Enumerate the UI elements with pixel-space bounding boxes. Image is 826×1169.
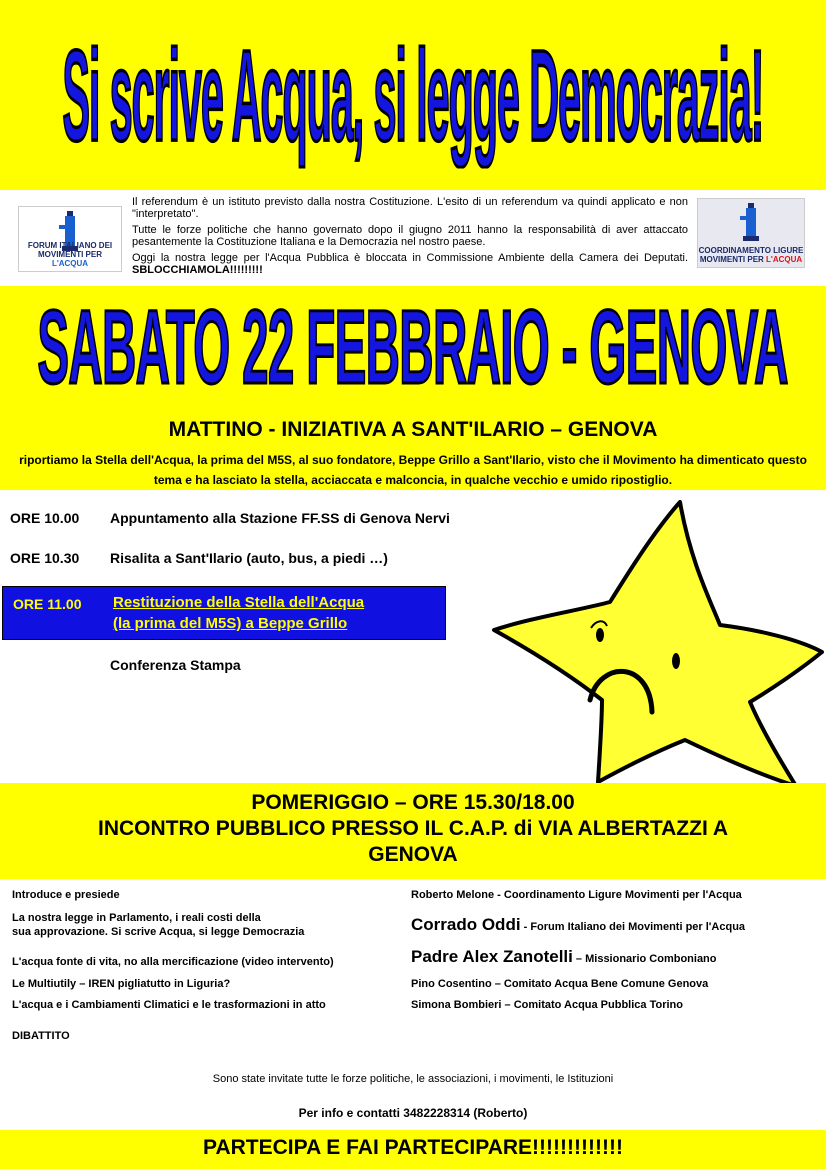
press-conference: Conferenza Stampa <box>110 657 241 673</box>
sad-star-icon <box>470 490 826 790</box>
call-to-action: PARTECIPA E FAI PARTECIPARE!!!!!!!!!!!!! <box>203 1136 623 1159</box>
highlight-box <box>2 586 446 640</box>
contact-info: Per info e contatti 3482228314 (Roberto) <box>298 1106 528 1120</box>
program-speaker: Simona Bombieri – Comitato Acqua Pubblica Torino <box>411 999 683 1011</box>
morning-title: MATTINO - INIZIATIVA A SANT'ILARIO – GENOVA <box>168 418 658 441</box>
intro-paragraph-3: Oggi la nostra legge per l'Acqua Pubblica è bloccata in Commissione Ambiente della Camera dei Deputati. SBLOCCHIAMOLA!!!!!!!!! <box>132 252 688 276</box>
coordinamento-logo <box>697 198 805 268</box>
intro-paragraph-2: Tutte le forze politiche che hanno governato dopo il giugno 2011 hanno la responsabilità di aver attaccato pesantemente la Costituzione Italiana e la Democrazia nel nostro paese. <box>132 224 688 248</box>
program-item: Introduce e presiede <box>12 889 120 901</box>
headline-text: Si scrive Acqua, si legge Democrazia! <box>62 22 764 168</box>
program-item: DIBATTITO <box>12 1030 70 1042</box>
program-item: La nostra legge in Parlamento, i reali costi della sua approvazione. Si scrive Acqua, si legge Democrazia <box>12 912 305 938</box>
schedule-item: ORE 10.00 Appuntamento alla Stazione FF.SS di Genova Nervi <box>10 510 450 526</box>
coordinamento-logo-text: COORDINAMENTO LIGURE MOVIMENTI PER L'ACQUA <box>698 246 804 264</box>
program-item: L'acqua e i Cambiamenti Climatici e le trasformazioni in atto <box>12 999 326 1011</box>
water-tap-icon <box>738 203 764 243</box>
invite-note: Sono state invitate tutte le forze politiche, le associazioni, i movimenti, le Istituzioni <box>212 1073 614 1085</box>
program-speaker: Pino Cosentino – Comitato Acqua Bene Comune Genova <box>411 978 709 990</box>
intro-paragraph-1: Il referendum è un istituto previsto dalla nostra Costituzione. L'esito di un referendum va quindi applicato e non "interpretato". <box>132 196 688 220</box>
schedule-item: ORE 10.30 Risalita a Sant'Ilario (auto, bus, a piedi …) <box>10 550 388 566</box>
program-item: Le Multiutily – IREN pigliatutto in Liguria? <box>12 978 231 990</box>
forum-logo-text: FORUM ITALIANO DEI MOVIMENTI PER L'ACQUA <box>27 241 113 268</box>
highlight-text[interactable]: Restituzione della Stella dell'Acqua (la prima del M5S) a Beppe Grillo <box>113 594 365 632</box>
event-date-text: SABATO 22 FEBBRAIO - GENOVA <box>37 290 789 406</box>
afternoon-title: POMERIGGIO – ORE 15.30/18.00 INCONTRO PUBBLICO PRESSO IL C.A.P. di VIA ALBERTAZZI A GENOVA <box>97 791 729 866</box>
forum-logo <box>18 206 122 272</box>
program-speaker: Padre Alex Zanotelli – Missionario Comboniano <box>411 947 717 966</box>
event-date <box>0 286 826 410</box>
program-speaker: Corrado Oddi - Forum Italiano dei Movimenti per l'Acqua <box>411 915 746 934</box>
intro-text <box>132 196 688 280</box>
headline <box>0 0 826 190</box>
intro-section <box>0 190 826 286</box>
morning-description: riportiamo la Stella dell'Acqua, la prima del M5S, al suo fondatore, Beppe Grillo a Sant'Ilario, visto che il Movimento ha dimenticato questo tema e ha lasciato la stella, acciaccata e malconcia, in qualche vecchio e umido ripostiglio. <box>19 453 807 487</box>
program-item: L'acqua fonte di vita, no alla mercificazione (video intervento) <box>12 956 334 968</box>
highlight-time: ORE 11.00 <box>13 596 82 612</box>
program-speaker: Roberto Melone - Coordinamento Ligure Movimenti per l'Acqua <box>411 889 742 901</box>
